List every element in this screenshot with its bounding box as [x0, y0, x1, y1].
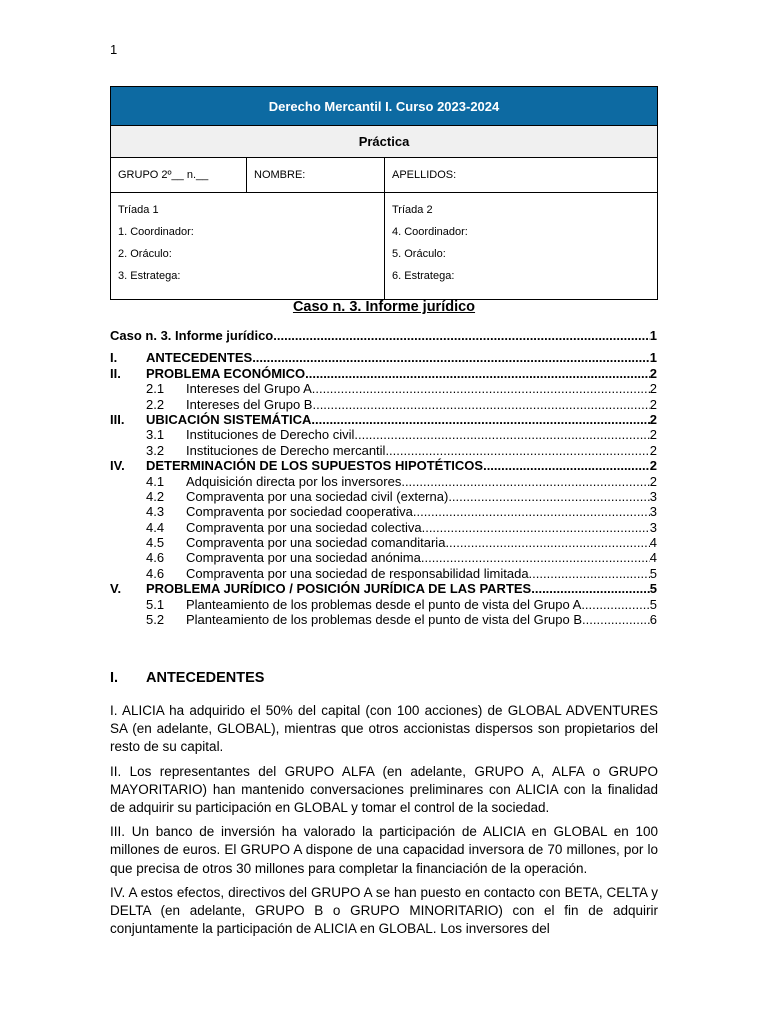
triad-2-oracle[interactable]: 5. Oráculo: — [392, 248, 446, 260]
toc-entry-title: PROBLEMA ECONÓMICO — [146, 365, 306, 381]
toc-entry-title: Compraventa por sociedad cooperativa — [186, 504, 413, 520]
toc-entry-title: Compraventa por una sociedad comanditaria — [186, 535, 446, 551]
toc-entry-title: Instituciones de Derecho mercantil — [186, 442, 386, 458]
toc-entry-page: 5 — [649, 596, 657, 612]
toc-entry-title: UBICACIÓN SISTEMÁTICA — [146, 411, 312, 427]
toc-entry[interactable] — [110, 612, 657, 627]
triad-1-coordinator[interactable]: 1. Coordinador: — [118, 226, 194, 238]
toc-entry-title: Compraventa por una sociedad de responsabilidad limitada — [186, 565, 529, 581]
toc-leader-dots — [483, 458, 650, 473]
course-header-table — [110, 86, 658, 300]
toc-entry-page: 3 — [649, 519, 657, 535]
toc-entry-number: 3.2 — [146, 442, 165, 458]
triad-2-coordinator[interactable]: 4. Coordinador: — [392, 226, 468, 238]
toc-entry-number: 4.1 — [146, 473, 165, 489]
paragraph: IV. A estos efectos, directivos del GRUPO A se han puesto en contacto con BETA, CELTA y DELTA (en adelante, GRUPO B o GRUPO MINORITARIO) con el fin de adquirir conjuntamente la participación de ALICIA en GLOBAL. Los inversores del — [110, 884, 658, 937]
toc-leader-dots — [312, 381, 650, 396]
toc-entry[interactable] — [110, 366, 657, 381]
toc-entry[interactable] — [110, 581, 657, 596]
toc-leader-dots — [305, 366, 650, 381]
toc-entry-page: 2 — [649, 473, 657, 489]
toc-entry-page: 2 — [649, 365, 657, 381]
toc-entry-title: Compraventa por una sociedad civil (externa) — [186, 488, 449, 504]
triad-2-title: Tríada 2 — [392, 204, 433, 216]
case-title: Caso n. 3. Informe jurídico — [292, 299, 476, 315]
toc-entry-number: I. — [110, 350, 118, 366]
toc-entry-number: 4.4 — [146, 519, 165, 535]
table-of-contents — [110, 328, 657, 627]
toc-entry-number: 2.1 — [146, 381, 165, 397]
toc-entry-page: 1 — [649, 350, 657, 366]
body-text — [110, 702, 658, 944]
toc-entry-title: Caso n. 3. Informe jurídico — [110, 328, 274, 343]
toc-leader-dots — [354, 427, 649, 442]
toc-entry-page: 5 — [649, 565, 657, 581]
toc-entry-number: 4.2 — [146, 488, 165, 504]
toc-entry-page: 4 — [649, 535, 657, 551]
toc-leader-dots — [582, 612, 650, 627]
toc-entry-page: 4 — [649, 550, 657, 566]
toc-leader-dots — [385, 443, 649, 458]
toc-entry-page: 3 — [649, 488, 657, 504]
toc-entry[interactable] — [110, 350, 657, 365]
toc-entry-number: V. — [110, 581, 122, 597]
toc-entry[interactable] — [110, 458, 657, 473]
toc-entry-page: 2 — [649, 396, 657, 412]
toc-leader-dots — [413, 504, 650, 519]
toc-leader-dots — [312, 397, 649, 412]
toc-entry-number: 5.1 — [146, 596, 165, 612]
toc-entry-page: 2 — [649, 442, 657, 458]
section-number: I. — [110, 670, 119, 686]
triad-1-strategist[interactable]: 3. Estratega: — [118, 270, 181, 282]
toc-entry-title: ANTECEDENTES — [146, 350, 253, 366]
toc-leader-dots — [531, 581, 650, 596]
toc-entry[interactable] — [110, 474, 657, 489]
toc-entry-number: 2.2 — [146, 396, 165, 412]
toc-entry[interactable] — [110, 412, 657, 427]
toc-leader-dots — [252, 350, 650, 365]
toc-entry-title: Intereses del Grupo A — [186, 381, 312, 397]
toc-entry-title: Intereses del Grupo B — [186, 396, 313, 412]
toc-entry-page: 2 — [649, 381, 657, 397]
toc-leader-dots — [273, 328, 650, 343]
toc-entry-page: 1 — [649, 328, 657, 343]
toc-entry[interactable] — [110, 535, 657, 550]
toc-entry-number: 4.6 — [146, 565, 165, 581]
toc-leader-dots — [311, 412, 649, 427]
group-field[interactable]: GRUPO 2º__ n.__ — [111, 158, 247, 193]
section-title: ANTECEDENTES — [146, 670, 265, 686]
course-title: Derecho Mercantil I. Curso 2023-2024 — [111, 87, 658, 126]
name-field[interactable]: NOMBRE: — [247, 158, 385, 193]
toc-entry-number: III. — [110, 411, 125, 427]
toc-leader-dots — [421, 550, 650, 565]
toc-entry[interactable] — [110, 427, 657, 442]
toc-entry-number: II. — [110, 365, 121, 381]
toc-entry-page: 5 — [649, 581, 657, 597]
toc-entry-number: 4.3 — [146, 504, 165, 520]
toc-leader-dots — [529, 566, 650, 581]
toc-entry-title: Adquisición directa por los inversores — [186, 473, 402, 489]
triad-1-title: Tríada 1 — [118, 204, 159, 216]
toc-entry-title: DETERMINACIÓN DE LOS SUPUESTOS HIPOTÉTICOS — [146, 458, 484, 474]
paragraph: II. Los representantes del GRUPO ALFA (en adelante, GRUPO A, ALFA o GRUPO MAYORITARIO) han mantenido conversaciones preliminares con ALICIA con la finalidad de adquirir su participación en GLOBAL y tomar el control de la sociedad. — [110, 763, 658, 816]
toc-entry[interactable] — [110, 489, 657, 504]
toc-entry[interactable] — [110, 443, 657, 458]
toc-entry-number: 3.1 — [146, 427, 165, 443]
toc-entry-title: Planteamiento de los problemas desde el punto de vista del Grupo A — [186, 596, 582, 612]
toc-entry-number: 5.2 — [146, 612, 165, 628]
toc-entry-page: 2 — [649, 458, 657, 474]
toc-entry-number: 4.5 — [146, 535, 165, 551]
toc-entry[interactable] — [110, 328, 657, 343]
toc-entry[interactable] — [110, 520, 657, 535]
toc-entry[interactable] — [110, 550, 657, 565]
paragraph: III. Un banco de inversión ha valorado la participación de ALICIA en GLOBAL en 100 millones de euros. El GRUPO A dispone de una capacidad inversora de 70 millones, por lo que precisa de otros 30 millones para completar la financiación de la operación. — [110, 824, 658, 876]
toc-entry-title: Compraventa por una sociedad colectiva — [186, 519, 422, 535]
toc-entry-title: Planteamiento de los problemas desde el punto de vista del Grupo B — [186, 612, 583, 628]
toc-entry[interactable] — [110, 566, 657, 581]
paragraph: I. ALICIA ha adquirido el 50% del capital (con 100 acciones) de GLOBAL ADVENTURES SA (en adelante, GLOBAL), mientras que otros accionistas dispersos son propietarios del resto de su capital. — [110, 703, 658, 755]
toc-entry[interactable] — [110, 504, 657, 519]
toc-entry-number: IV. — [110, 458, 125, 474]
section-heading — [110, 670, 264, 686]
toc-entry-page: 2 — [649, 427, 657, 443]
page-number: 1 — [110, 42, 118, 57]
toc-entry-page: 2 — [649, 411, 657, 427]
triad-2-cell — [385, 193, 658, 300]
surname-field[interactable]: APELLIDOS: — [385, 158, 658, 193]
practice-label: Práctica — [111, 126, 658, 158]
toc-leader-dots — [581, 597, 649, 612]
toc-leader-dots — [401, 474, 649, 489]
triad-2-strategist[interactable]: 6. Estratega: — [392, 270, 455, 282]
triad-1-cell — [111, 193, 385, 300]
toc-entry[interactable] — [110, 597, 657, 612]
toc-entry-page: 3 — [649, 504, 657, 520]
toc-leader-dots — [445, 535, 649, 550]
toc-entry[interactable] — [110, 397, 657, 412]
toc-entry-title: Compraventa por una sociedad anónima — [186, 550, 421, 566]
toc-entry-title: Instituciones de Derecho civil — [186, 427, 355, 443]
toc-leader-dots — [422, 520, 650, 535]
toc-entry-number: 4.6 — [146, 550, 165, 566]
triad-1-oracle[interactable]: 2. Oráculo: — [118, 248, 172, 260]
toc-entry-title: PROBLEMA JURÍDICO / POSICIÓN JURÍDICA DE LAS PARTES — [146, 581, 532, 597]
toc-entry-page: 6 — [649, 612, 657, 628]
toc-leader-dots — [448, 489, 649, 504]
toc-entry[interactable] — [110, 381, 657, 396]
